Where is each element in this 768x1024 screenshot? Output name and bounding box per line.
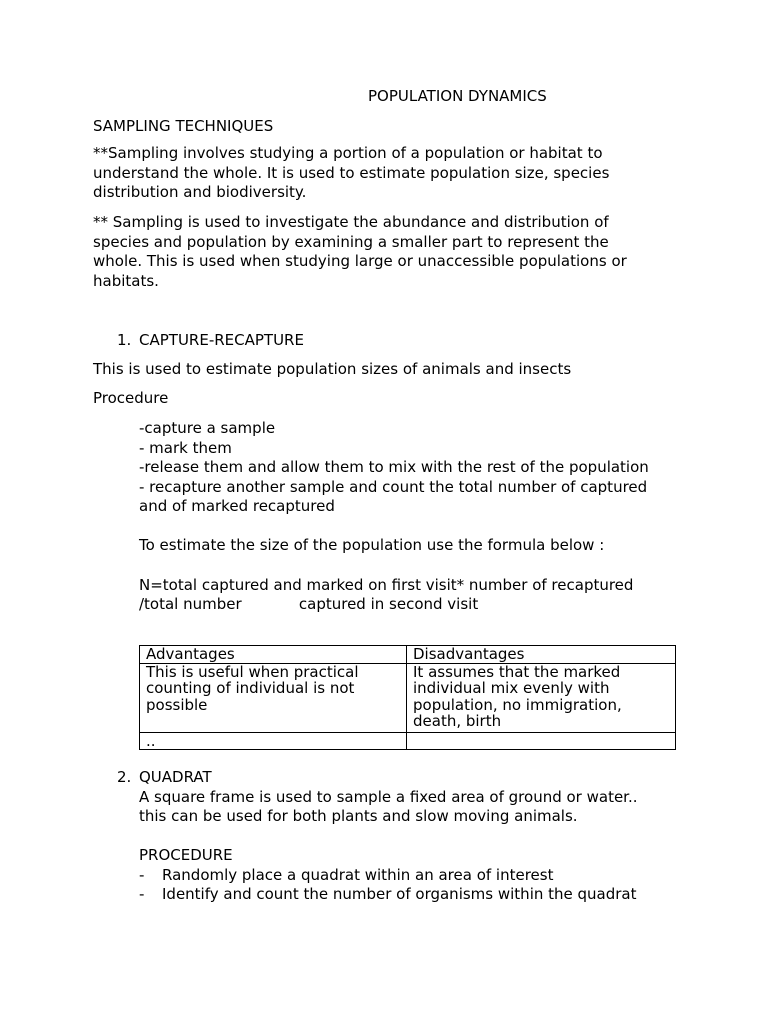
quadrat-heading: QUADRAT — [139, 768, 212, 786]
document-title: POPULATION DYNAMICS — [368, 87, 547, 105]
bullet-marker: - — [139, 885, 145, 903]
formula-line: N=total captured and marked on first visit* number of recaptured — [139, 576, 634, 594]
procedure-step: -release them and allow them to mix with the rest of the population — [139, 458, 649, 476]
bullet-marker: - — [139, 866, 145, 884]
procedure-step: -capture a sample — [139, 419, 276, 437]
formula-line: /total number captured in second visit — [139, 595, 479, 613]
intro-paragraph: **Sampling involves studying a portion of a population or habitat to understand the whole. It is used to estimate population size, species distribution and biodiversity. — [93, 144, 610, 202]
procedure-step: - mark them — [139, 439, 232, 457]
capture-recapture-description: This is used to estimate population sizes of animals and insects — [93, 360, 572, 378]
section-heading: SAMPLING TECHNIQUES — [93, 117, 274, 135]
formula-intro: To estimate the size of the population use the formula below : — [139, 536, 605, 554]
advantages-table — [139, 645, 676, 750]
list-number: 2. — [117, 768, 132, 786]
quadrat-step: Randomly place a quadrat within an area of interest — [162, 866, 554, 884]
table-cell: This is useful when practical counting of individual is not possible — [140, 663, 407, 732]
table-cell: It assumes that the marked individual mix evenly with population, no immigration, death, birth — [407, 663, 676, 732]
table-header-row — [140, 646, 676, 664]
quadrat-description: this can be used for both plants and slow moving animals. — [139, 807, 578, 825]
table-cell — [407, 732, 676, 750]
procedure-step: and of marked recaptured — [139, 497, 335, 515]
list-number: 1. — [117, 331, 132, 349]
quadrat-description: A square frame is used to sample a fixed area of ground or water.. — [139, 788, 638, 806]
quadrat-step: Identify and count the number of organisms within the quadrat — [162, 885, 637, 903]
table-cell: .. — [140, 732, 407, 750]
table-row — [140, 732, 676, 750]
table-header-cell: Advantages — [140, 646, 407, 664]
intro-paragraph: ** Sampling is used to investigate the abundance and distribution of species and population by examining a smaller part to represent the whole. This is used when studying large or unaccessible populations or habitats. — [93, 213, 627, 291]
quadrat-procedure-label: PROCEDURE — [139, 846, 233, 864]
table-row — [140, 663, 676, 732]
procedure-label: Procedure — [93, 389, 169, 407]
capture-recapture-heading: CAPTURE-RECAPTURE — [139, 331, 304, 349]
table-header-cell: Disadvantages — [407, 646, 676, 664]
procedure-step: - recapture another sample and count the total number of captured — [139, 478, 648, 496]
